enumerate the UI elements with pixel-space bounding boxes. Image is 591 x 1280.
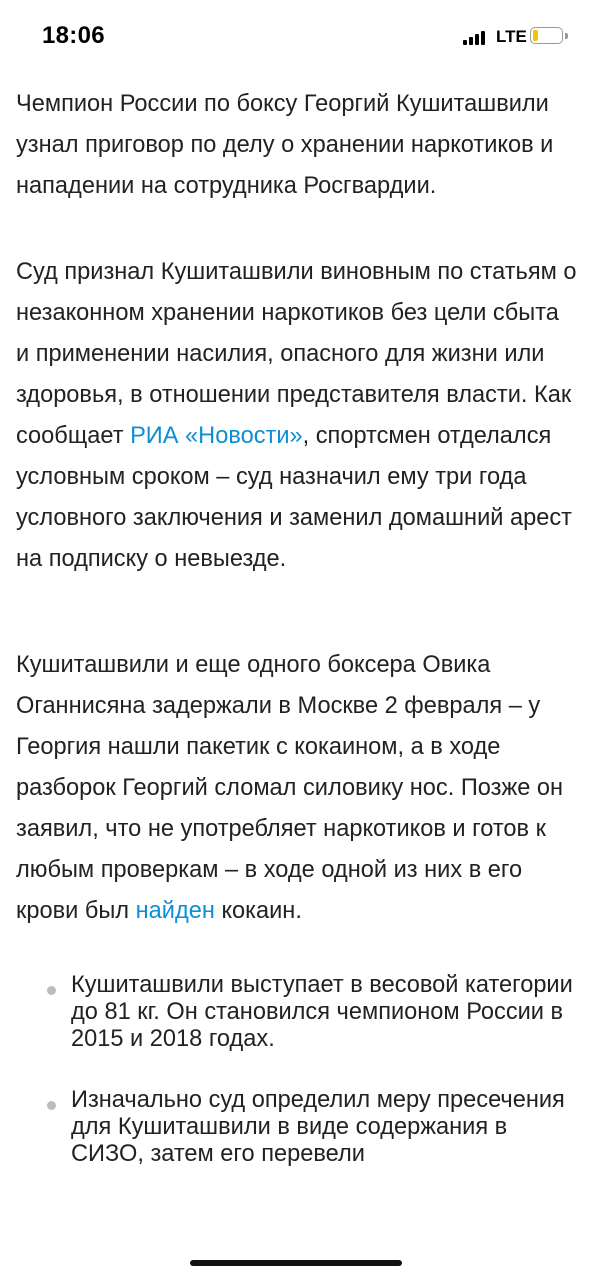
list-item-text: Изначально суд определил меру пресечения для Кушиташвили в виде содержания в СИЗО, затем его перевели bbox=[71, 1087, 565, 1167]
battery-cap bbox=[565, 33, 568, 39]
article-paragraph: Чемпион России по боксу Георгий Кушиташвили узнал приговор по делу о хранении наркотиков и нападении на сотрудника Росгвардии. bbox=[16, 91, 554, 199]
fact-list bbox=[16, 972, 578, 1168]
paragraph-text: Суд признал Кушиташвили виновным по статьям о незаконном хранении наркотиков без цели сбыта и применении насилия, опасного для жизни или здоровья, в отношении представителя власти. Как сообщает bbox=[16, 259, 577, 449]
paragraph-text: Кушиташвили и еще одного боксера Овика Оганнисяна задержали в Москве 2 февраля – у Георгия нашли пакетик с кокаином, а в ходе разборок Георгий сломал силовику нос. Позже он заявил, что не употребляет наркотиков и готов к любым проверкам – в ходе одной из них в его крови был bbox=[16, 652, 564, 924]
article-paragraph bbox=[16, 645, 578, 932]
article-paragraph bbox=[16, 252, 578, 580]
status-time: 18:06 bbox=[42, 22, 105, 49]
paragraph-text: , спортсмен отделался условным сроком – суд назначил ему три года условного заключения и заменил домашний арест на подписку о невыезде. bbox=[16, 423, 572, 572]
network-type: LTE bbox=[496, 27, 527, 46]
list-item-text: Кушиташвили выступает в весовой категории до 81 кг. Он становился чемпионом России в 2015 и 2018 годах. bbox=[71, 972, 573, 1052]
cellular-signal-icon bbox=[463, 29, 491, 45]
battery-level-fill bbox=[533, 30, 538, 41]
battery-icon bbox=[530, 27, 563, 44]
status-bar bbox=[0, 0, 591, 76]
list-item bbox=[16, 1087, 578, 1168]
article-body bbox=[16, 84, 578, 1202]
list-item bbox=[16, 972, 578, 1053]
bullet-dot-icon bbox=[47, 986, 56, 995]
paragraph-text: кокаин. bbox=[214, 898, 302, 924]
ria-novosti-link[interactable]: РИА «Новости» bbox=[130, 423, 303, 449]
home-indicator[interactable] bbox=[190, 1260, 402, 1266]
bullet-dot-icon bbox=[47, 1101, 56, 1110]
found-link[interactable]: найден bbox=[135, 898, 215, 924]
